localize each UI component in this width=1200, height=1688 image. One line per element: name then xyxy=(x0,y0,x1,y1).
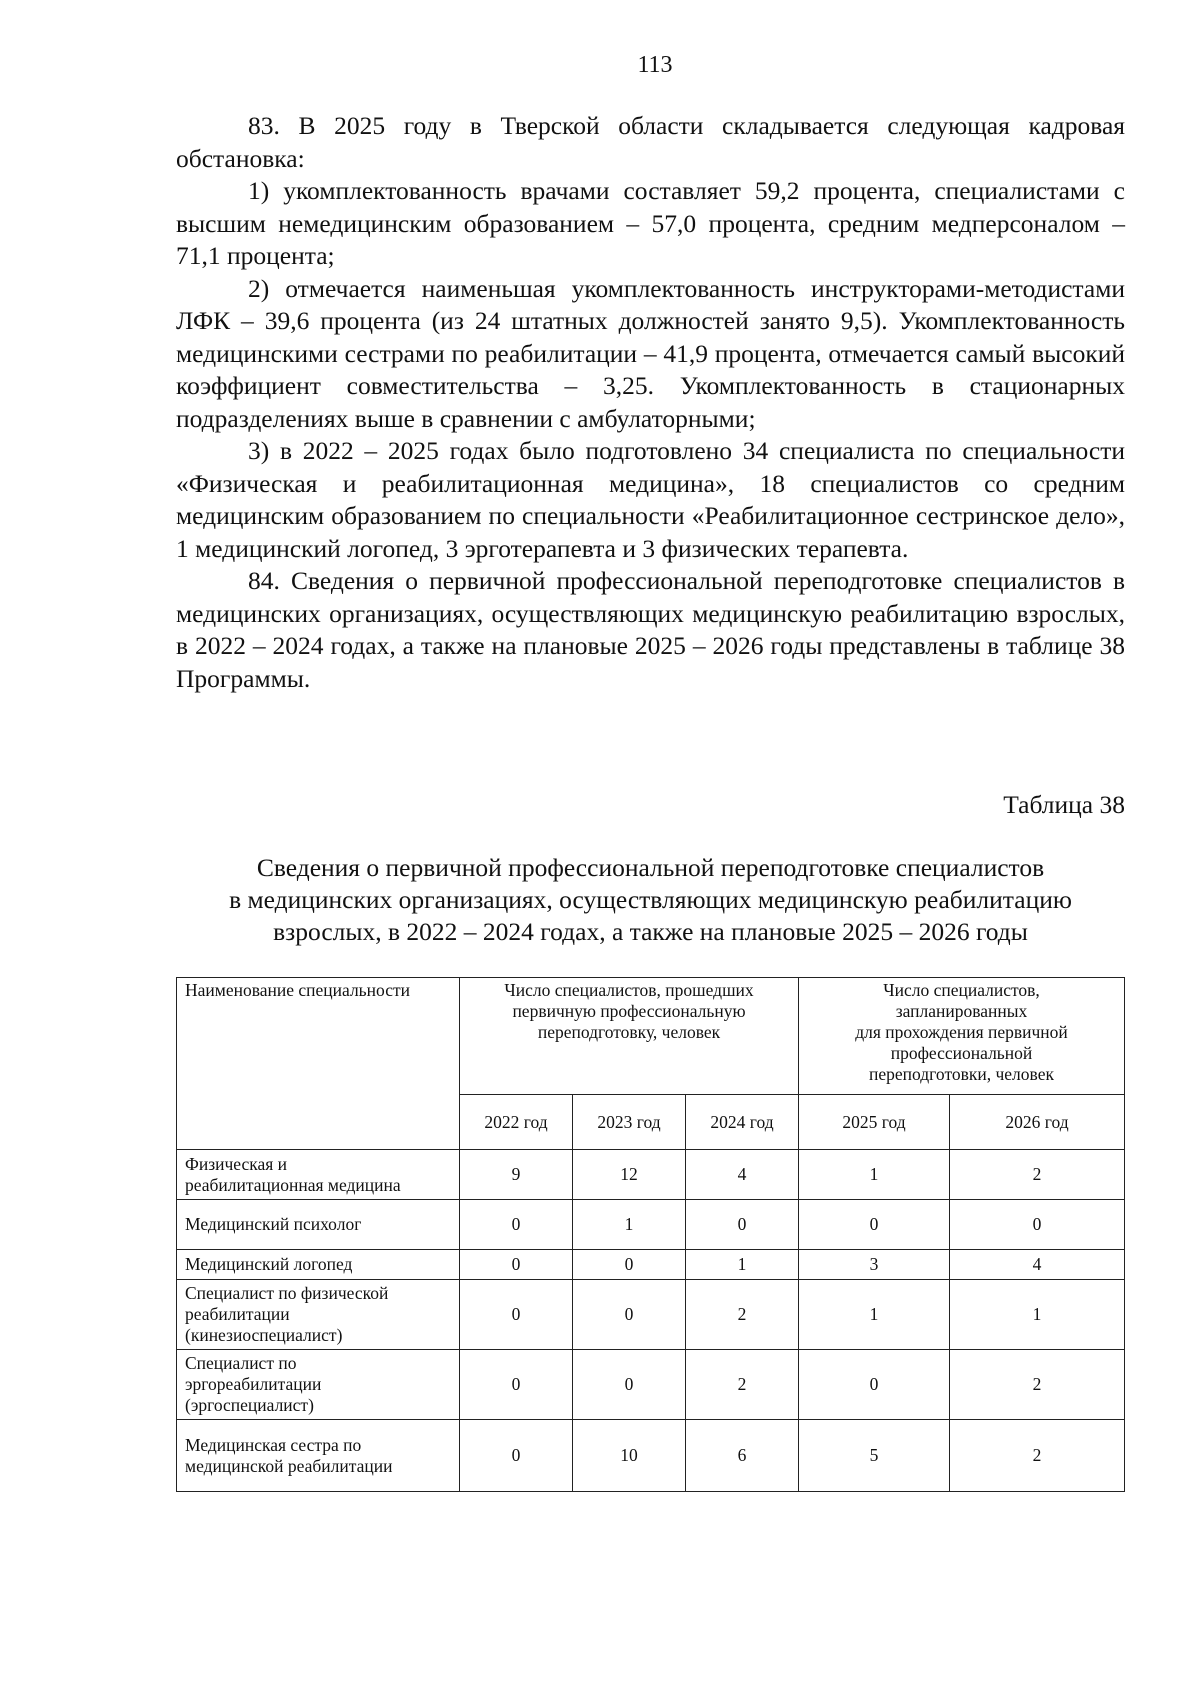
header-line: переподготовки, человек xyxy=(869,1064,1054,1084)
header-line: профессиональной xyxy=(890,1043,1033,1063)
cell-2025: 5 xyxy=(799,1420,950,1492)
header-line: запланированных xyxy=(895,1001,1028,1021)
table-row xyxy=(177,1250,1125,1280)
cell-2026: 4 xyxy=(950,1250,1125,1280)
cell-2025: 3 xyxy=(799,1250,950,1280)
table-label: Таблица 38 xyxy=(1003,790,1125,819)
row-specialty-name xyxy=(177,1200,460,1250)
cell-2026: 2 xyxy=(950,1150,1125,1200)
cell-2022: 9 xyxy=(460,1150,573,1200)
row-specialty-name xyxy=(177,1350,460,1420)
cell-2026: 2 xyxy=(950,1420,1125,1492)
cell-2024: 2 xyxy=(686,1280,799,1350)
header-year-2026: 2026 год xyxy=(950,1095,1125,1150)
table-caption xyxy=(176,852,1125,948)
cell-2023: 1 xyxy=(573,1200,686,1250)
row-name-line: реабилитационная медицина xyxy=(185,1174,401,1195)
cell-2022: 0 xyxy=(460,1200,573,1250)
table-row xyxy=(177,1200,1125,1250)
cell-2024: 1 xyxy=(686,1250,799,1280)
body-text xyxy=(176,110,1125,695)
row-name-line: (кинезиоспециалист) xyxy=(185,1325,343,1345)
cell-2022: 0 xyxy=(460,1350,573,1420)
cell-2023: 12 xyxy=(573,1150,686,1200)
row-name-line: (эргоспециалист) xyxy=(185,1395,314,1415)
header-year-2024: 2024 год xyxy=(686,1095,799,1150)
cell-2024: 4 xyxy=(686,1150,799,1200)
header-line: Число специалистов, xyxy=(883,980,1040,1000)
header-line: для прохождения первичной xyxy=(855,1022,1068,1042)
cell-2024: 0 xyxy=(686,1200,799,1250)
row-name-line: реабилитации xyxy=(185,1304,290,1324)
row-name-line: Медицинский логопед xyxy=(185,1254,353,1274)
row-name-line: эргореабилитации xyxy=(185,1374,322,1394)
row-name-line: Специалист по физической xyxy=(185,1283,389,1303)
header-line: первичную профессиональную xyxy=(512,1001,746,1021)
paragraph-83-item-3: 3) в 2022 – 2025 годах было подготовлено 34 специалиста по специальности «Физическая и реабилитационная медицина», 18 специалистов со средним медицинским образованием по специальности «Реабилитационное сестринское дело», 1 медицинский логопед, 3 эрготерапевта и 3 физических терапевта. xyxy=(176,436,1125,563)
cell-2023: 0 xyxy=(573,1250,686,1280)
row-name-line: Специалист по xyxy=(185,1353,297,1373)
paragraph-83: 83. В 2025 году в Тверской области складывается следующая кадровая обстановка: xyxy=(176,111,1125,173)
cell-2023: 0 xyxy=(573,1350,686,1420)
cell-2024: 2 xyxy=(686,1350,799,1420)
cell-2025: 1 xyxy=(799,1280,950,1350)
cell-2022: 0 xyxy=(460,1250,573,1280)
cell-2022: 0 xyxy=(460,1280,573,1350)
row-specialty-name xyxy=(177,1280,460,1350)
header-group-planned xyxy=(799,978,1125,1095)
table-caption-line: взрослых, в 2022 – 2024 годах, а также на плановые 2025 – 2026 годы xyxy=(273,917,1028,946)
row-specialty-name xyxy=(177,1250,460,1280)
cell-2022: 0 xyxy=(460,1420,573,1492)
row-specialty-name xyxy=(177,1150,460,1200)
paragraph-83-item-2: 2) отмечается наименьшая укомплектованность инструкторами-методистами ЛФК – 39,6 процента (из 24 штатных должностей занято 9,5). Укомплектованность медицинскими сестрами по реабилитации – 41,9 процента, отмечается самый высокий коэффициент совместительства – 3,25. Укомплектованность в стационарных подразделениях выше в сравнении с амбулаторными; xyxy=(176,273,1125,433)
header-year-2023: 2023 год xyxy=(573,1095,686,1150)
cell-2025: 1 xyxy=(799,1150,950,1200)
cell-2024: 6 xyxy=(686,1420,799,1492)
header-group-past xyxy=(460,978,799,1095)
paragraph-84: 84. Сведения о первичной профессиональной переподготовке специалистов в медицинских организациях, осуществляющих медицинскую реабилитацию взрослых, в 2022 – 2024 годах, а также на плановые 2025 – 2026 годы представлены в таблице 38 Программы. xyxy=(176,566,1125,693)
row-specialty-name xyxy=(177,1420,460,1492)
cell-2026: 2 xyxy=(950,1350,1125,1420)
table-row xyxy=(177,1150,1125,1200)
header-year-2022: 2022 год xyxy=(460,1095,573,1150)
table-row xyxy=(177,1350,1125,1420)
cell-2023: 10 xyxy=(573,1420,686,1492)
paragraph-83-item-1: 1) укомплектованность врачами составляет 59,2 процента, специалистами с высшим немедицинским образованием – 57,0 процента, средним медперсоналом – 71,1 процента; xyxy=(176,176,1125,270)
retraining-table xyxy=(176,977,1125,1492)
header-line: переподготовку, человек xyxy=(537,1022,721,1042)
cell-2025: 0 xyxy=(799,1200,950,1250)
cell-2023: 0 xyxy=(573,1280,686,1350)
table-caption-line: в медицинских организациях, осуществляющих медицинскую реабилитацию xyxy=(229,885,1072,914)
row-name-line: Медицинская сестра по xyxy=(185,1434,362,1455)
row-name-line: Медицинский психолог xyxy=(185,1214,362,1234)
cell-2026: 1 xyxy=(950,1280,1125,1350)
row-name-line: медицинской реабилитации xyxy=(185,1455,393,1476)
row-name-line: Физическая и xyxy=(185,1153,288,1174)
table-caption-line: Сведения о первичной профессиональной переподготовке специалистов xyxy=(256,853,1045,882)
table-row xyxy=(177,1280,1125,1350)
header-specialty: Наименование специальности xyxy=(177,978,460,1150)
table-row xyxy=(177,1420,1125,1492)
page-number: 113 xyxy=(637,52,673,78)
header-year-2025: 2025 год xyxy=(799,1095,950,1150)
cell-2025: 0 xyxy=(799,1350,950,1420)
header-line: Число специалистов, прошедших xyxy=(504,980,754,1000)
table-header-row xyxy=(177,978,1125,1095)
cell-2026: 0 xyxy=(950,1200,1125,1250)
